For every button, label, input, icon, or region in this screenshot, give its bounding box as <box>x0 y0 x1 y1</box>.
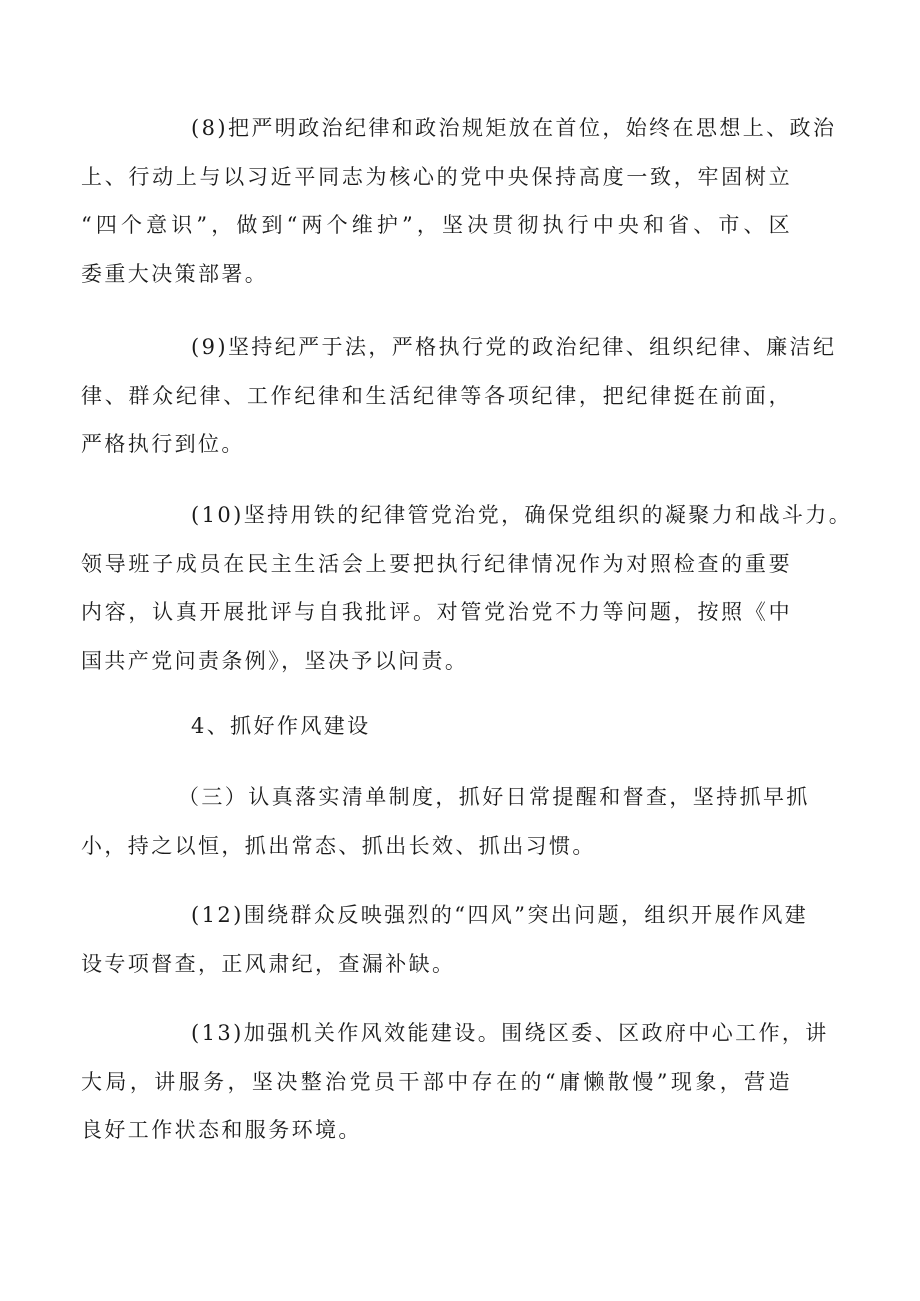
paragraph-line: 设专项督查，正风肃纪，查漏补缺。 <box>81 951 456 976</box>
paragraph-8 <box>81 104 837 298</box>
paragraph-10 <box>81 491 853 685</box>
paragraph-line: (12)围绕群众反映强烈的“四风”突出问题，组织开展作风建 <box>191 903 809 927</box>
paragraph-line: (8)把严明政治纪律和政治规矩放在首位，始终在思想上、政治 <box>191 116 837 140</box>
paragraph-line: (10)坚持用铁的纪律管党治党，确保党组织的凝聚力和战斗力。 <box>191 503 853 527</box>
paragraph-line: （三）认真落实清单制度，抓好日常提醒和督查，坚持抓早抓 <box>178 785 810 809</box>
paragraph-line: 小，持之以恒，抓出常态、抓出长效、抓出习惯。 <box>81 833 596 858</box>
paragraph-line: 上、行动上与以习近平同志为核心的党中央保持高度一致，牢固树立 <box>81 164 792 189</box>
paragraph-line: 良好工作状态和服务环境。 <box>81 1118 362 1142</box>
section-heading: 4、抓好作风建设 <box>191 714 371 738</box>
paragraph-3 <box>81 773 810 870</box>
paragraph-line: (13)加强机关作风效能建设。围绕区委、区政府中心工作，讲 <box>191 1021 829 1045</box>
paragraph-line: 领导班子成员在民主生活会上要把执行纪律情况作为对照检查的重要 <box>81 551 792 576</box>
paragraph-12 <box>81 891 809 988</box>
paragraph-line: “四个意识”，做到“两个维护”，坚决贯彻执行中央和省、市、区 <box>81 213 792 237</box>
paragraph-line: 大局，讲服务，坚决整治党员干部中存在的“庸懒散慢”现象，营造 <box>81 1069 792 1094</box>
paragraph-line: (9)坚持纪严于法，严格执行党的政治纪律、组织纪律、廉洁纪 <box>191 335 837 359</box>
paragraph-line: 国共产党问责条例》，坚决予以问责。 <box>81 648 469 673</box>
paragraph-13 <box>81 1009 829 1155</box>
paragraph-line: 严格执行到位。 <box>81 432 245 456</box>
paragraph-line: 律、群众纪律、工作纪律和生活纪律等各项纪律，把纪律挺在前面， <box>81 383 792 408</box>
paragraph-line: 委重大决策部署。 <box>81 261 269 286</box>
paragraph-9 <box>81 323 837 469</box>
paragraph-line: 内容，认真开展批评与自我批评。对管党治党不力等问题，按照《中 <box>81 600 792 624</box>
